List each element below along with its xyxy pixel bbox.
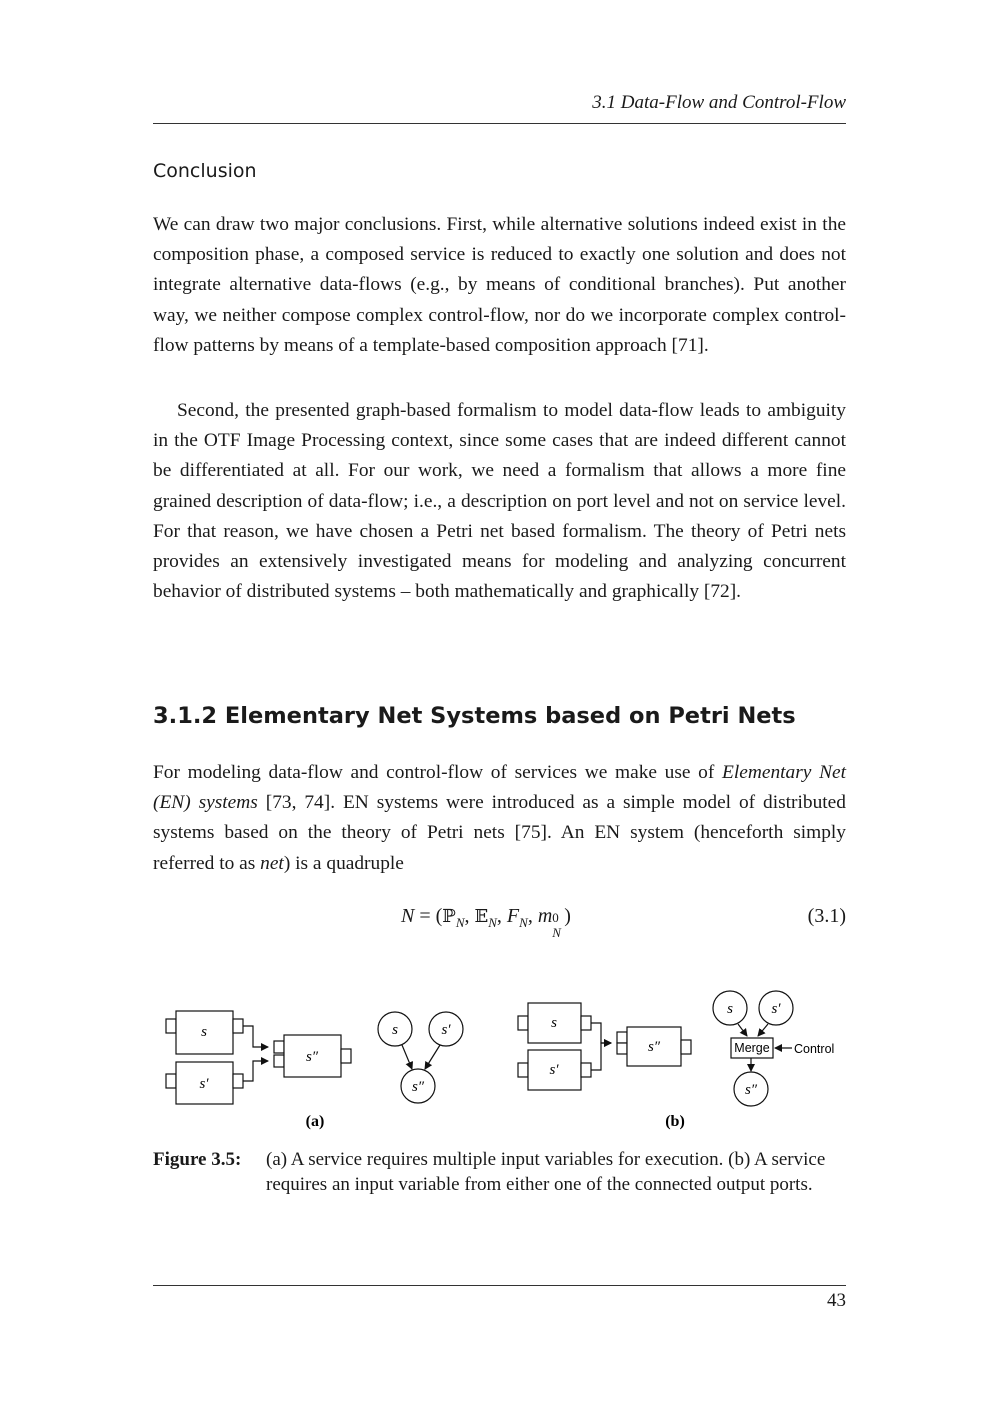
conclusion-paragraph-2: Second, the presented graph-based formalism to model data-flow leads to ambiguity in the OTF Image Processing context, since some cases that are indeed different cannot be differentiated at all. For our work, we need a formalism that allows a more fine grained description of data-flow; i.e., a description on port level and not on service level. For that reason, we have chosen a Petri net based formalism. The theory of Petri nets provides an extensively investigated means for modeling and analyzing concurrent behavior of distributed systems – both mathematically and graphically [72]. bbox=[153, 400, 846, 603]
panel-b-merge-label: Merge bbox=[734, 1041, 770, 1055]
panel-a-edge-s-to-s2 bbox=[243, 1026, 268, 1047]
section-text-1: For modeling data-flow and control-flow of services we make use of bbox=[153, 762, 723, 783]
conclusion-paragraph-1: We can draw two major conclusions. First, while alternative solutions indeed exist in the composition phase, a composed service is reduced to exactly one solution and does not integrate alternative data-flows (e.g., by means of conditional branches). Put another way, we neither compose complex control-flow, nor do we incorporate complex control-flow patterns by means of a template-based composition approach [71]. bbox=[153, 214, 846, 356]
conclusion-heading: Conclusion bbox=[153, 160, 257, 182]
section-paragraph bbox=[153, 758, 846, 879]
equation-3-1 bbox=[153, 905, 846, 940]
header-rule bbox=[153, 123, 846, 124]
panel-b-control-label: Control bbox=[794, 1042, 835, 1056]
equation-body: N = (ℙ$_N$, 𝔼$_N$, $F_N$, m 0 N ) bbox=[401, 905, 571, 940]
panel-a-label: (a) bbox=[305, 1113, 325, 1130]
section-term-en-systems: Elementary Net (EN) systems bbox=[153, 762, 846, 814]
panel-b-service-s-double-prime-label: s″ bbox=[647, 1039, 661, 1055]
panel-b-edge-s-to-s2 bbox=[591, 1023, 611, 1043]
panel-b-node-s-prime-label: s′ bbox=[771, 1001, 781, 1017]
panel-b-edge-s1-to-s2 bbox=[591, 1043, 611, 1070]
panel-a-node-s-label: s bbox=[392, 1022, 398, 1038]
panel-b-node-s-double-prime-label: s″ bbox=[744, 1082, 758, 1098]
panel-a-service-s-double-prime-label: s″ bbox=[305, 1049, 319, 1065]
panel-a-arc-s1 bbox=[425, 1045, 440, 1069]
figure-diagram bbox=[153, 985, 846, 1135]
page-number: 43 bbox=[827, 1290, 846, 1311]
section-text-2: [73, 74]. EN systems were introduced as a simple model of distributed systems based on the theory of Petri nets [75]. An EN system (henceforth simply referred to as bbox=[153, 792, 846, 874]
panel-b-arc-s bbox=[738, 1024, 747, 1036]
panel-b-label: (b) bbox=[665, 1113, 685, 1130]
equation-number: (3.1) bbox=[807, 905, 846, 927]
panel-b-node-s-label: s bbox=[727, 1001, 733, 1017]
caption-text: (a) A service requires multiple input variables for execution. (b) A service requires an input variable from either one of the connected output ports. bbox=[266, 1149, 826, 1195]
caption-label: Figure 3.5: bbox=[153, 1149, 242, 1170]
running-header: 3.1 Data-Flow and Control-Flow bbox=[592, 92, 846, 113]
panel-a-edge-s1-to-s2 bbox=[243, 1061, 268, 1081]
panel-a-node-s-double-prime-label: s″ bbox=[411, 1079, 425, 1095]
panel-a-service-s-label: s bbox=[201, 1024, 207, 1040]
section-text-3: ) is a quadruple bbox=[283, 852, 404, 874]
panel-b-arc-s1 bbox=[758, 1024, 768, 1036]
panel-a-node-s-prime-label: s′ bbox=[441, 1022, 451, 1038]
section-heading: 3.1.2 Elementary Net Systems based on Petri Nets bbox=[153, 703, 796, 729]
panel-b-service-s-prime-label: s′ bbox=[549, 1062, 559, 1078]
panel-a-arc-s bbox=[402, 1045, 412, 1069]
panel-a-service-s-prime-label: s′ bbox=[199, 1076, 209, 1092]
panel-b-service-s-label: s bbox=[551, 1015, 557, 1031]
figure-3-5 bbox=[153, 985, 846, 1135]
section-term-net: net bbox=[260, 852, 284, 874]
footer-rule bbox=[153, 1285, 846, 1286]
